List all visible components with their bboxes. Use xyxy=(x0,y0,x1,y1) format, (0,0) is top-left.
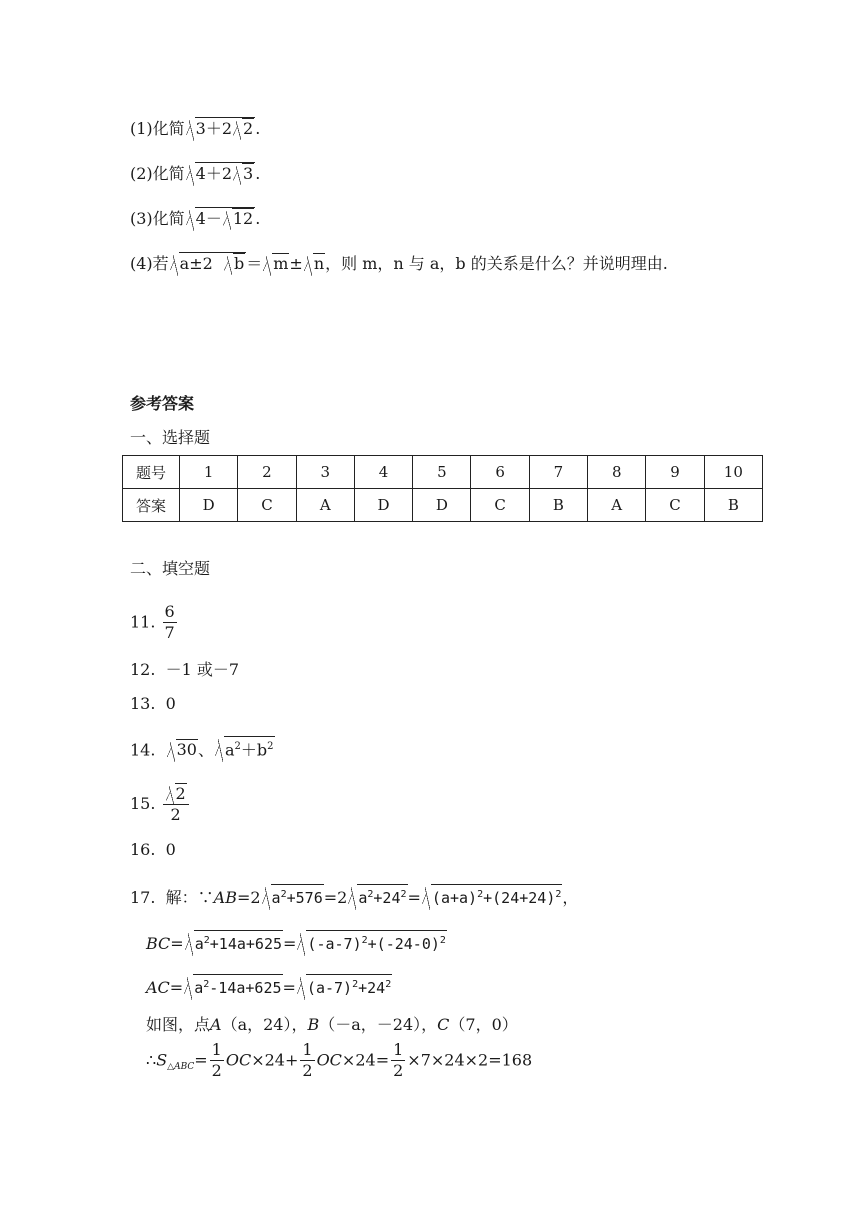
answer-13: 13. 0 xyxy=(130,694,176,713)
radical: $(-a-7)^2+(-24-0)^2$ xyxy=(297,930,447,955)
answer-table xyxy=(122,455,763,522)
table-cell: A xyxy=(296,489,354,522)
radical: $a^2+24^2$ xyxy=(348,884,407,909)
table-cell: 9 xyxy=(646,456,704,489)
table-cell: D xyxy=(413,489,471,522)
radical: $a^2+14a+625$ xyxy=(185,930,283,955)
problem-3-prefix: (3)化简 xyxy=(130,209,185,228)
radical: a±2 b xyxy=(170,252,247,275)
problem-3: (3)化简 4－ 12 . xyxy=(130,209,261,228)
radical: 30 xyxy=(167,739,198,761)
table-cell: 2 xyxy=(238,456,296,489)
answer-17-points: 如图，点A（a，24），B（－a，－24），C（7，0） xyxy=(146,1015,518,1034)
table-cell: D xyxy=(180,489,238,522)
radical: $(a-7)^2+24^2$ xyxy=(297,974,392,999)
radical: 4－ 12 xyxy=(186,207,256,230)
table-row xyxy=(123,456,763,489)
problem-1: (1)化简 3＋2 2 . xyxy=(130,119,261,138)
answer-14: 14. 30、 $a^2+b^2$ xyxy=(130,736,275,761)
section-fill-heading: 二、填空题 xyxy=(130,559,211,578)
answer-16: 16. 0 xyxy=(130,840,176,859)
table-cell: 6 xyxy=(471,456,529,489)
row-header: 答案 xyxy=(123,489,180,522)
section-choice-heading: 一、选择题 xyxy=(130,428,211,447)
radical: 12 xyxy=(223,208,254,229)
answer-12: 12. －1 或－7 xyxy=(130,660,240,679)
answers-heading: 参考答案 xyxy=(130,394,195,413)
radical: $a^2+b^2$ xyxy=(215,736,275,761)
fraction: $\frac{2}{2}$ xyxy=(163,783,189,825)
table-cell: 4 xyxy=(354,456,412,489)
problem-4: (4)若 a±2 b ＝ m± n，则 m，n 与 a，b 的关系是什么？并说明理由. xyxy=(130,254,668,273)
radical: 4＋2 3 xyxy=(186,162,256,185)
table-row xyxy=(123,489,763,522)
table-cell: 10 xyxy=(704,456,762,489)
radical: 2 xyxy=(233,118,254,139)
fraction: $\frac{1}{2}$ xyxy=(393,1040,404,1080)
radical: $(a+a)^2+(24+24)^2$ xyxy=(422,884,562,909)
table-cell: B xyxy=(529,489,587,522)
row-header: 题号 xyxy=(123,456,180,489)
problem-2-prefix: (2)化简 xyxy=(130,164,185,183)
problem-1-prefix: (1)化简 xyxy=(130,119,185,138)
radical: m xyxy=(263,253,289,275)
problem-2: (2)化简 4＋2 3 . xyxy=(130,164,261,183)
table-cell: C xyxy=(471,489,529,522)
problem-4-prefix: (4)若 xyxy=(130,254,169,273)
table-cell: 8 xyxy=(588,456,646,489)
table-cell: A xyxy=(588,489,646,522)
table-cell: 7 xyxy=(529,456,587,489)
table-cell: 3 xyxy=(296,456,354,489)
answer-17-ab: 17. 解：∵AB=2 $a^2+576=2$ $a^2+24^2= (a+a)^2+(24+24)^2$， xyxy=(130,884,578,909)
table-cell: C xyxy=(238,489,296,522)
answer-17-bc: $BC= a^2+14a+625= (-a-7)^2+(-24-0)^2$ xyxy=(146,930,447,955)
table-cell: 5 xyxy=(413,456,471,489)
table-cell: D xyxy=(354,489,412,522)
table-cell: 1 xyxy=(180,456,238,489)
table-cell: B xyxy=(704,489,762,522)
answer-17-area: $\therefore S_{\triangle ABC}=$ $\frac{1}{2}$ OC×24+ $\frac{1}{2}$ OC×24= $\frac{1}{2}$ ×7×24×2=168 xyxy=(146,1040,533,1080)
answer-15: 15. $\frac{2}{2}$ xyxy=(130,783,191,825)
answer-11: 11. $\frac{6}{7}$ xyxy=(130,602,175,642)
radical: 3＋2 2 xyxy=(186,117,256,140)
radical: $a^2+576$ xyxy=(262,884,324,909)
fraction: $\frac{6}{7}$ xyxy=(164,602,175,642)
radical: b xyxy=(224,253,245,274)
radical: n xyxy=(304,253,325,275)
radical: 2 xyxy=(166,783,187,804)
fraction: $\frac{1}{2}$ xyxy=(302,1040,313,1080)
answer-17-ac: $AC= a^2-14a+625= (a-7)^2+24^2$ xyxy=(146,974,392,999)
radical: 3 xyxy=(233,163,254,184)
radical: $a^2-14a+625$ xyxy=(184,974,282,999)
fraction: $\frac{1}{2}$ xyxy=(211,1040,222,1080)
table-cell: C xyxy=(646,489,704,522)
